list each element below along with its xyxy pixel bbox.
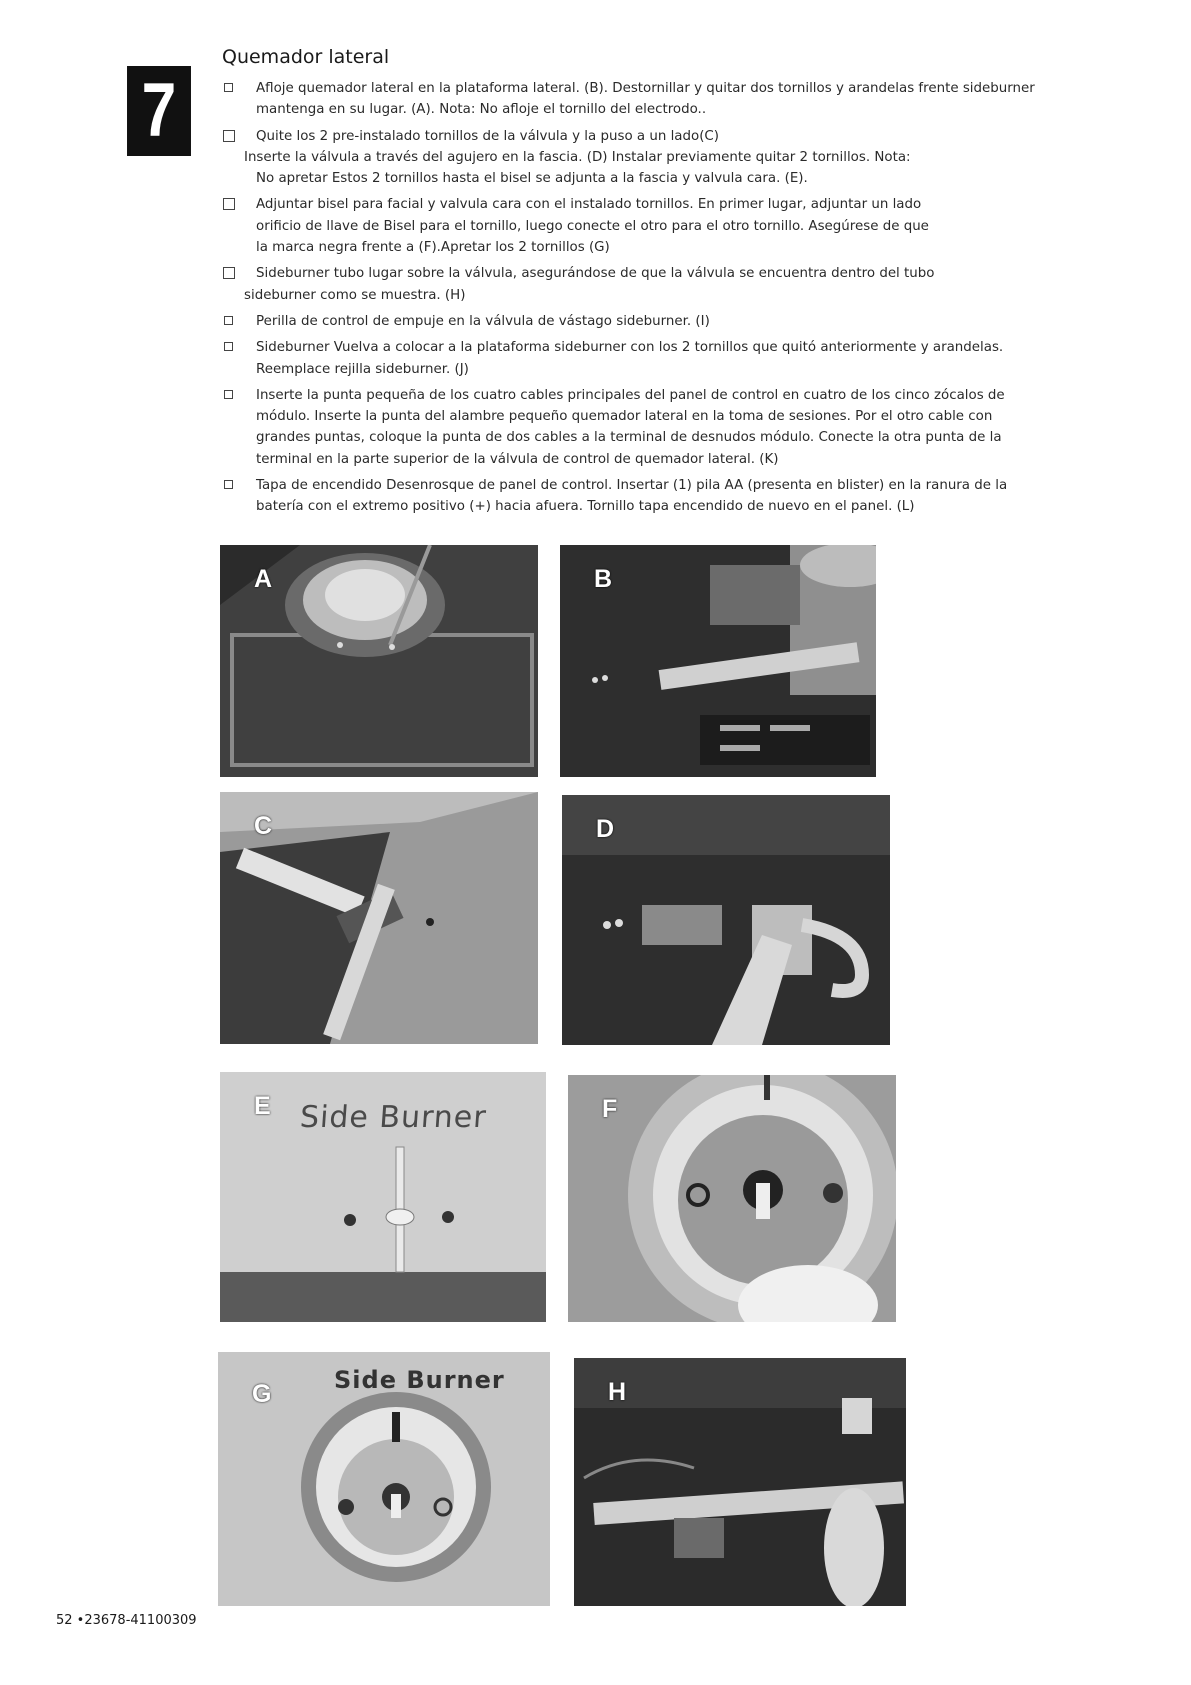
instruction-item <box>222 385 1102 470</box>
photo-label: A <box>254 565 273 593</box>
checkbox-icon <box>223 267 235 279</box>
instruction-line: orificio de llave de Bisel para el tornillo, luego conecte el otro para el otro tornillo. Asegúrese de que <box>256 218 929 234</box>
instruction-line: grandes puntas, coloque la punta de dos cables a la terminal de desnudos módulo. Conecte la otra punta de la <box>256 430 1002 446</box>
step-number-badge: 7 <box>127 66 191 156</box>
instruction-item <box>222 475 1102 518</box>
photo-b <box>560 545 876 777</box>
checkbox-icon <box>223 130 235 142</box>
photo-label: H <box>608 1378 627 1406</box>
photo-d <box>562 795 890 1045</box>
checkbox-icon <box>224 480 233 489</box>
instruction-item <box>222 126 1102 190</box>
checkbox-icon <box>224 83 233 92</box>
photo-f <box>568 1075 896 1322</box>
instruction-line: Perilla de control de empuje en la válvula de vástago sideburner. (I) <box>256 313 710 329</box>
instruction-item <box>222 311 1102 332</box>
page-footer: 52 •23678-41100309 <box>56 1613 197 1628</box>
photo-label: E <box>254 1092 271 1120</box>
instruction-line: No apretar Estos 2 tornillos hasta el bisel se adjunta a la fascia y valvula cara. (E). <box>256 171 808 187</box>
instruction-line: Quite los 2 pre-instalado tornillos de la válvula y la puso a un lado(C) <box>256 128 720 144</box>
instruction-line: Sideburner tubo lugar sobre la válvula, asegurándose de que la válvula se encuentra dentro del tubo <box>256 266 935 282</box>
checkbox-icon <box>224 316 233 325</box>
instruction-item <box>222 194 1102 258</box>
instruction-line: Inserte la punta pequeña de los cuatro cables principales del panel de control en cuatro de los cinco zócalos de <box>256 387 1005 403</box>
photo-a <box>220 545 538 777</box>
instruction-line: terminal en la parte superior de la válvula de control de quemador lateral. (K) <box>256 451 779 467</box>
instruction-item <box>222 263 1102 306</box>
side-burner-printed-label: Side Burner <box>298 1100 488 1135</box>
instruction-line: Afloje quemador lateral en la plataforma lateral. (B). Destornillar y quitar dos tornillos y arandelas frente sideburner <box>256 81 1035 96</box>
checkbox-icon <box>223 198 235 210</box>
checkbox-icon <box>224 342 233 351</box>
photo-h <box>574 1358 906 1606</box>
photo-c <box>220 792 538 1044</box>
photo-g <box>218 1352 550 1606</box>
instruction-line: módulo. Inserte la punta del alambre pequeño quemador lateral en la toma de sesiones. Por el otro cable con <box>256 409 993 425</box>
photo-label: G <box>252 1380 272 1408</box>
instruction-line: Reemplace rejilla sideburner. (J) <box>256 361 469 377</box>
instruction-line: batería con el extremo positivo (+) hacia afuera. Tornillo tapa encendido de nuevo en el panel. (L) <box>256 499 915 515</box>
photo-label: F <box>602 1095 618 1123</box>
instruction-list <box>222 78 1102 523</box>
checkbox-icon <box>224 390 233 399</box>
instruction-line: Tapa de encendido Desenrosque de panel de control. Insertar (1) pila AA (presenta en blister) en la ranura de la <box>256 478 1008 494</box>
instruction-item <box>222 78 1102 121</box>
instruction-line: la marca negra frente a (F).Apretar los 2 tornillos (G) <box>256 240 610 256</box>
photo-label: C <box>254 812 273 840</box>
instruction-line: Adjuntar bisel para facial y valvula cara con el instalado tornillos. En primer lugar, adjuntar un lado <box>256 197 922 213</box>
photo-label: D <box>596 815 615 843</box>
instruction-line: Inserte la válvula a través del agujero en la fascia. (D) Instalar previamente quitar 2 tornillos. Nota: <box>244 149 911 165</box>
photo-label: B <box>594 565 613 593</box>
section-title: Quemador lateral <box>222 46 390 68</box>
photo-e <box>220 1072 546 1322</box>
instruction-item <box>222 337 1102 380</box>
instruction-line: sideburner como se muestra. (H) <box>244 287 466 303</box>
side-burner-printed-label: Side Burner <box>334 1366 505 1394</box>
instruction-line: Sideburner Vuelva a colocar a la plataforma sideburner con los 2 tornillos que quitó anteriormente y arandelas. <box>256 340 1004 356</box>
instruction-line: mantenga en su lugar. (A). Nota: No afloje el tornillo del electrodo.. <box>256 102 707 118</box>
